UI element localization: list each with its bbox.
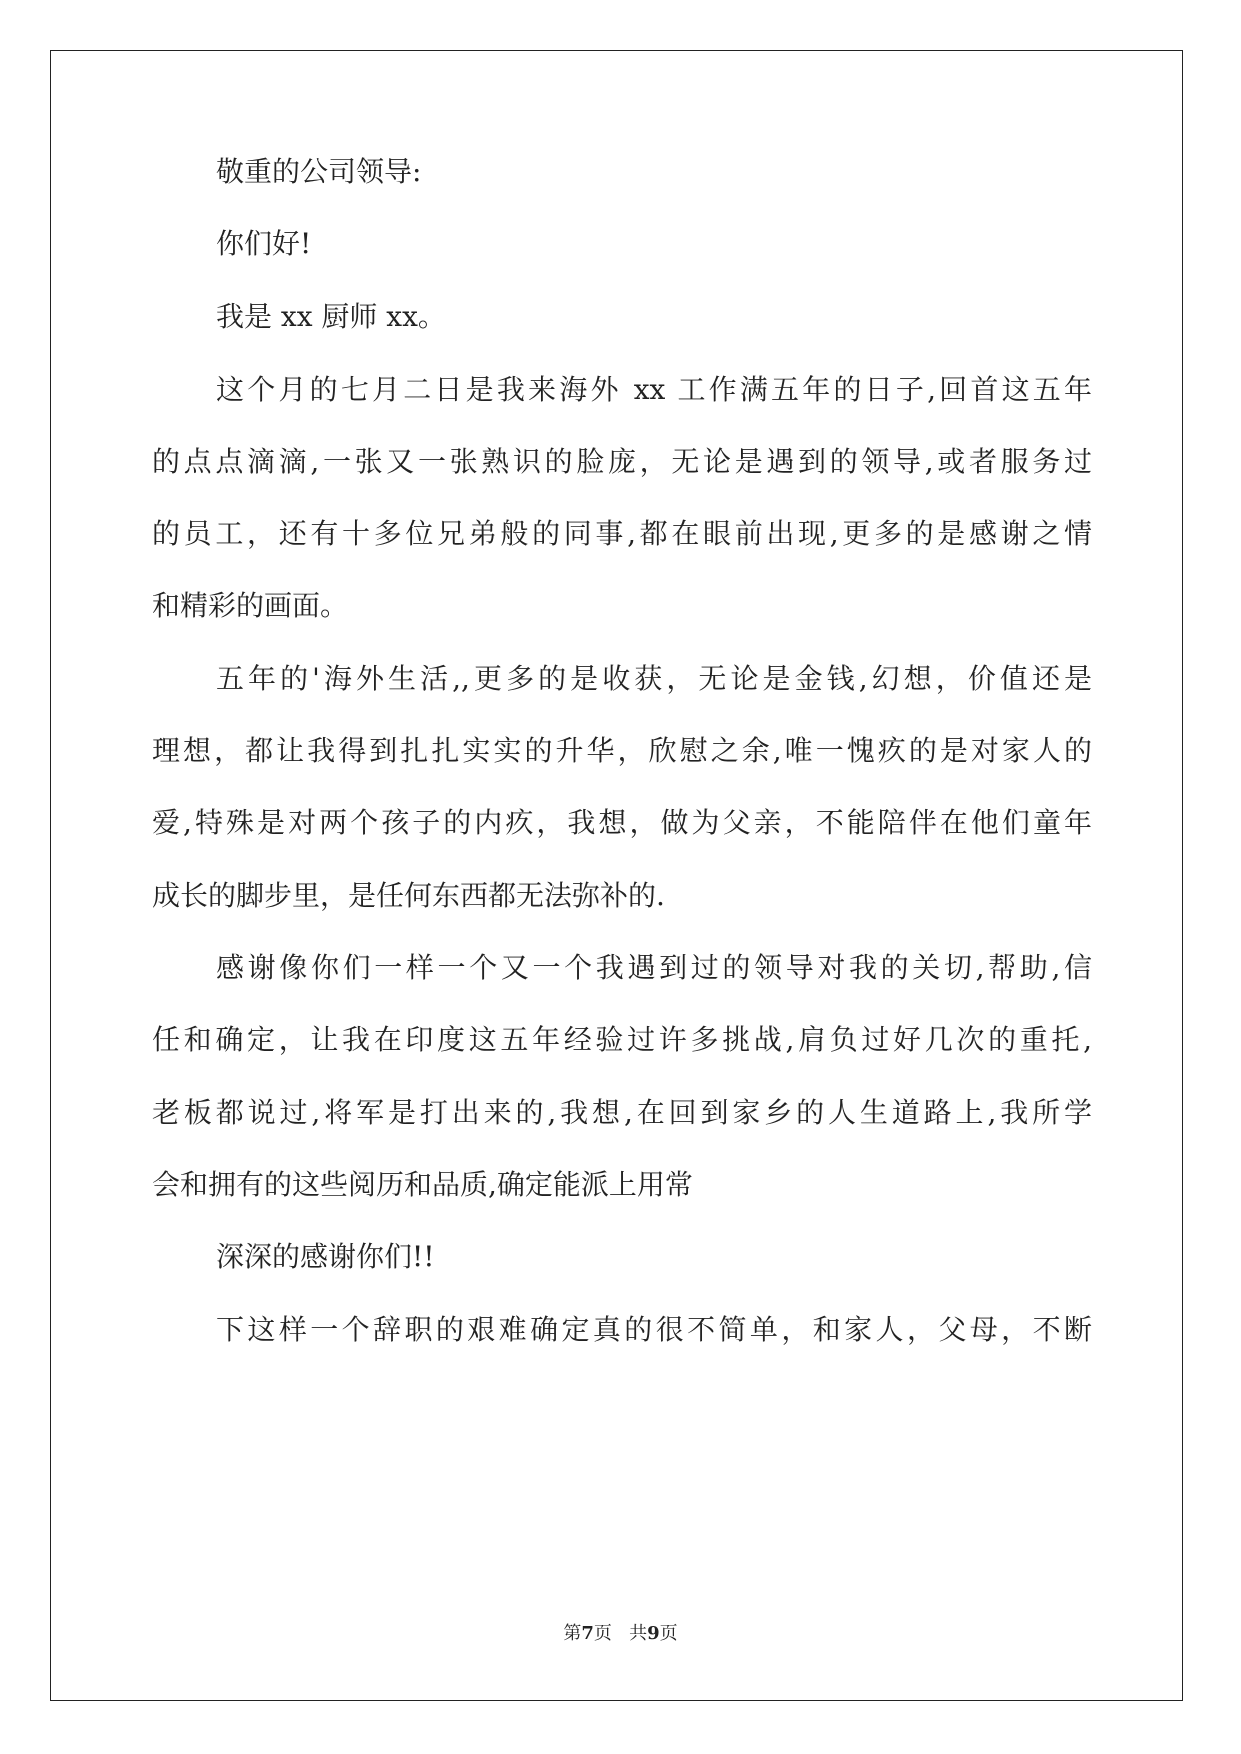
- paragraph-line: 五年的'海外生活,,更多的是收获，无论是金钱,幻想，价值还是: [216, 662, 1092, 695]
- paragraph-line: 会和拥有的这些阅历和品质,确定能派上用常: [152, 1168, 693, 1201]
- paragraph-line: 成长的脚步里，是任何东西都无法弥补的.: [152, 879, 665, 912]
- footer-suffix: 页: [659, 1623, 678, 1644]
- page-footer: [0, 1622, 1241, 1646]
- paragraph-line: 的点点滴滴,一张又一张熟识的脸庞，无论是遇到的领导,或者服务过: [152, 445, 1092, 478]
- paragraph-line: 深深的感谢你们!!: [216, 1240, 435, 1273]
- total-page-count: 9: [647, 1623, 660, 1644]
- current-page-number: 7: [581, 1623, 594, 1644]
- paragraph-line: 下这样一个辞职的艰难确定真的很不简单，和家人，父母，不断: [216, 1313, 1092, 1346]
- paragraph-line: 感谢像你们一样一个又一个我遇到过的领导对我的关切,帮助,信: [216, 951, 1092, 984]
- paragraph-line: 这个月的七月二日是我来海外 xx 工作满五年的日子,回首这五年: [216, 373, 1092, 406]
- paragraph-line: 你们好!: [216, 227, 312, 260]
- paragraph-line: 爱,特殊是对两个孩子的内疚，我想，做为父亲，不能陪伴在他们童年: [152, 806, 1092, 839]
- paragraph-line: 我是 xx 厨师 xx。: [216, 300, 446, 333]
- paragraph-line: 老板都说过,将军是打出来的,我想,在回到家乡的人生道路上,我所学: [152, 1096, 1092, 1129]
- paragraph-line: 理想，都让我得到扎扎实实的升华，欣慰之余,唯一愧疚的是对家人的: [152, 734, 1092, 767]
- paragraph-line: 任和确定，让我在印度这五年经验过许多挑战,肩负过好几次的重托,: [152, 1023, 1092, 1056]
- salutation: 敬重的公司领导:: [216, 155, 422, 188]
- paragraph-line: 的员工，还有十多位兄弟般的同事,都在眼前出现,更多的是感谢之情: [152, 517, 1092, 550]
- paragraph-line: 和精彩的画面。: [152, 589, 349, 622]
- footer-prefix: 第: [563, 1623, 582, 1644]
- footer-middle: 页 共: [593, 1623, 648, 1644]
